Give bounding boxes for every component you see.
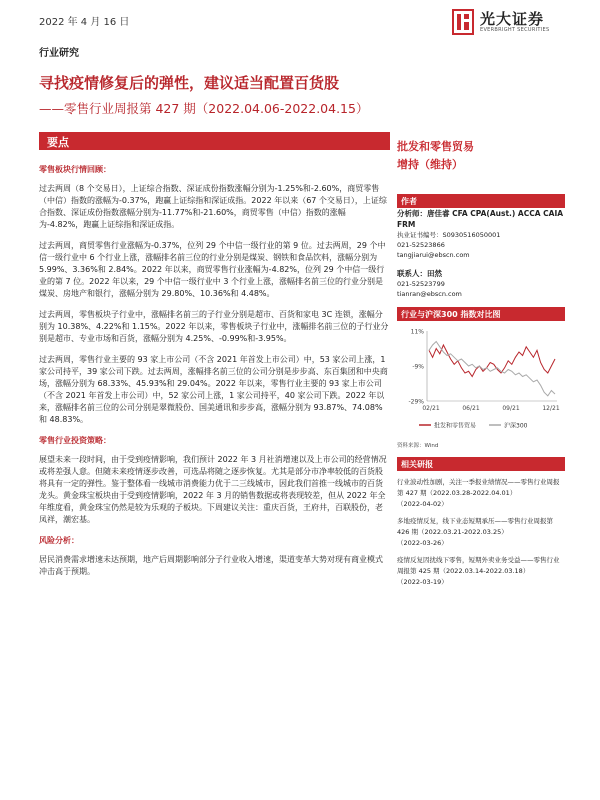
- analyst-email: tangjiarui@ebscn.com: [397, 251, 470, 259]
- related-report-date: （2022-03-19）: [397, 578, 448, 586]
- section-heading-risk: 风险分析：: [39, 536, 79, 545]
- y-tick-label: 11%: [410, 328, 424, 336]
- y-tick-label: -29%: [408, 398, 424, 406]
- analyst-cert: 执业证书编号：S0930516050001: [397, 231, 501, 239]
- related-report[interactable]: [397, 477, 565, 510]
- section-heading-strategy: 零售行业投资策略：: [39, 436, 111, 445]
- sector-name: 批发和零售贸易: [397, 140, 474, 153]
- main-content: [39, 158, 390, 587]
- contact-email: tianran@ebscn.com: [397, 290, 462, 298]
- logo-name-en: EVERBRIGHT SECURITIES: [480, 27, 550, 33]
- report-category: 行业研究: [39, 48, 79, 59]
- legend-label: 沪深300: [504, 422, 528, 430]
- paragraph: 过去两周，零售行业主要的 93 家上市公司（不含 2021 年首发上市公司）中，53 家公司上涨，1 家公司持平，39 家公司下跌。过去两周，涨幅排名前三位的公司分别是步步高、东百集团和中央商场，涨幅分别为 68.33%、45.93%和 29.04%。2022 年以来，零售行业主要的 93 家上市公司（不含 2021 年首发上市公司）中，52 家公司上涨，1 家公司持平，40 家公司下跌。2022 年以来，涨幅排名前三位的公司分别是翠微股份、国美通讯和步步高，涨幅分别为 93.87%、74.08%和 48.83%。: [39, 355, 388, 424]
- related-report-title: 行业波动性加剧，关注一季报业绩情况——零售行业周报第 427 期（2022.03.28-2022.04.01）: [397, 478, 560, 497]
- x-tick-label: 09/21: [502, 405, 520, 412]
- paragraph: 展望未来一段时间，由于受到疫情影响，我们预计 2022 年 3 月社消增速以及上市公司的经营情况或将差强人意。但随未来疫情逐步改善，可选品将随之逐步恢复。尤其是部分市净率较低的百货股将具有一定的弹性。鉴于整体看一线城市消费能力优于二三线城市，因此我们首推一线城市的百货龙头。黄金珠宝板块由于受到疫情影响，2022 年 3 月的销售数据或将表现较差，但从 2022 年全年维度看，黄金珠宝仍然是较为乐观的子板块。下周建议关注：重庆百货，王府井，百联股份，老凤祥，潮宏基。: [39, 455, 387, 524]
- y-tick-label: -9%: [412, 363, 424, 371]
- logo-name-cn: 光大证券: [480, 10, 545, 28]
- paragraph: 过去两周，商贸零售行业涨幅为-0.37%，位列 29 个中信一级行业的第 9 位。过去两周，29 个中信一级行业中 6 个行业上涨，涨幅排名前三位的行业分别是煤炭、钢铁和食品饮料，涨幅分别为 5.99%、3.36%和 2.84%。2022 年以来，商贸零售行业涨幅为-4.82%，位列 29 个中信一级行业的第 7 位。2022 年以来，29 个中信一级行业中 3 个行业上涨，涨幅排名前三位的行业分别是煤炭、房地产和银行，涨幅分别为 29.80%、10.36%和 4.48%。: [39, 241, 386, 298]
- section-heading-market-review: 零售板块行情回顾：: [39, 165, 111, 174]
- author-header: 作者: [397, 194, 565, 208]
- related-report-date: （2022-04-02）: [397, 500, 448, 508]
- analyst-name: 分析师：唐佳睿 CFA CPA(Aust.) ACCA CAIA FRM: [397, 209, 564, 229]
- sidebar: [397, 138, 565, 588]
- chart-header: 行业与沪深300 指数对比图: [397, 307, 565, 321]
- related-report-title: 疫情反复因扰线下零售，短期外卖业务受益——零售行业周报第 425 期（2022.03.14-2022.03.18）: [397, 556, 560, 575]
- series-line-hs300: [429, 342, 555, 396]
- x-tick-label: 02/21: [422, 405, 440, 412]
- company-logo: [452, 7, 567, 37]
- report-title: 寻找疫情修复后的弹性，建议适当配置百货股: [39, 74, 340, 92]
- summary-label: 要点: [47, 136, 69, 149]
- paragraph: 居民消费需求增速未达预期，地产后周期影响部分子行业收入增速，渠道变革大势对现有商业模式冲击高于预期。: [39, 555, 383, 576]
- related-report-title: 多地疫情反复，线下业态短期承压——零售行业周报第 426 期（2022.03.21-2022.03.25）: [397, 517, 553, 536]
- x-tick-label: 06/21: [462, 405, 480, 412]
- rating: 增持（维持）: [397, 158, 463, 171]
- x-tick-label: 12/21: [542, 405, 560, 412]
- related-report[interactable]: [397, 516, 565, 549]
- summary-header-bar: [39, 132, 390, 150]
- paragraph: 过去两周（8 个交易日），上证综合指数、深证成份指数涨幅分别为-1.25%和-2.60%，商贸零售（中信）指数的涨幅为-0.37%，跑赢上证综指和深证成指。2022 年以来（67 个交易日），上证综合指数、深证成份指数涨幅分别为-11.77%和-21.60%，商贸零售（中信）指数的涨幅为-4.82%，跑赢上证综指和深证成指。: [39, 184, 387, 229]
- chart-source: 资料来源：Wind: [397, 443, 439, 449]
- contact-name: 联系人：田然: [397, 269, 442, 278]
- report-subtitle: ——零售行业周报第 427 期（2022.04.06-2022.04.15）: [39, 101, 369, 116]
- index-comparison-chart: [397, 325, 565, 439]
- paragraph: 过去两周，零售板块子行业中，涨幅排名前三的子行业分别是超市、百货和家电 3C 连锁，涨幅分别为 10.38%、4.22%和 1.15%。2022 年以来，零售板块子行业中，涨幅排名前三位的子行业分别是超市、专业市场和百货，涨幅分别为 4.25%、-0.99%和-3.95%。: [39, 310, 389, 343]
- contact-phone: 021-52523799: [397, 280, 445, 288]
- related-report-date: （2022-03-26）: [397, 539, 448, 547]
- logo-icon: [452, 9, 474, 35]
- legend-label: 批发和零售贸易: [434, 422, 477, 430]
- analyst-phone: 021-52523866: [397, 241, 445, 249]
- series-line-sector: [429, 345, 555, 377]
- report-date: 2022 年 4 月 16 日: [39, 17, 130, 28]
- related-report[interactable]: [397, 555, 565, 588]
- related-reports-header: 相关研报: [397, 457, 565, 471]
